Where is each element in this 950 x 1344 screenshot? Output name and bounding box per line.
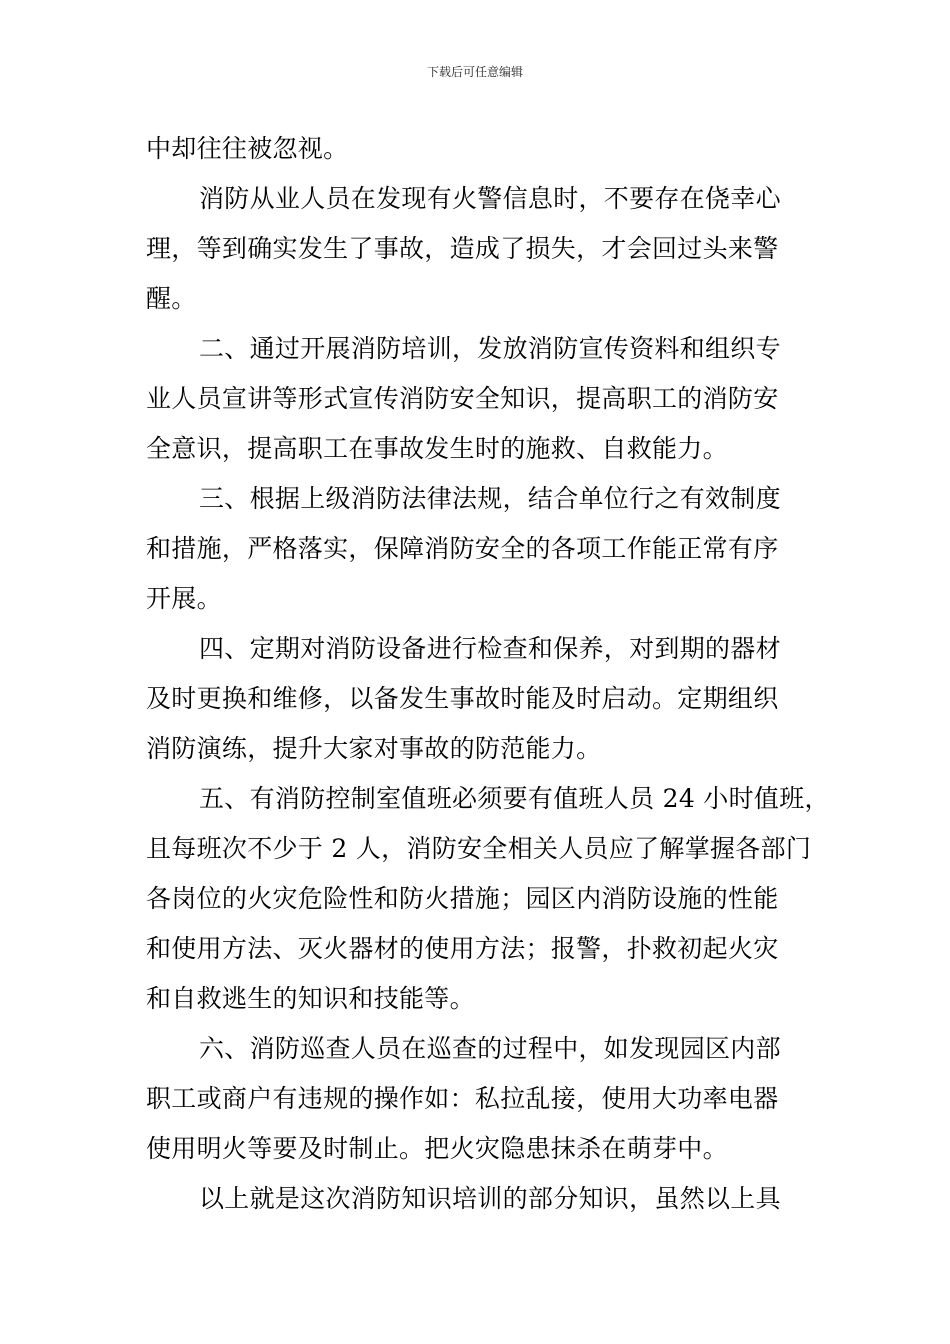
text-line: 五、有消防控制室值班必须要有值班人员 24 小时值班， [199,784,830,813]
text-line: 消防从业人员在发现有火警信息时，不要存在侥幸心 [199,184,781,213]
text-line: 开展。 [146,584,222,613]
text-line: 且每班次不少于 2 人，消防安全相关人员应了解掌握各部门 [146,834,812,863]
text-line: 三、根据上级消防法律法规，结合单位行之有效制度 [199,484,781,513]
text-line: 及时更换和维修，以备发生事故时能及时启动。定期组织 [146,684,779,713]
document-body [146,124,830,1224]
text-line: 六、消防巡查人员在巡查的过程中，如发现园区内部 [199,1034,781,1063]
text-line: 四、定期对消防设备进行检查和保养，对到期的器材 [199,634,781,663]
text-line: 业人员宣讲等形式宣传消防安全知识，提高职工的消防安 [146,384,779,413]
text-line: 使用明火等要及时制止。把火灾隐患抹杀在萌芽中。 [146,1134,728,1163]
text-line: 和自救逃生的知识和技能等。 [146,984,475,1013]
text-line: 职工或商户有违规的操作如：私拉乱接，使用大功率电器 [146,1084,779,1113]
text-line: 全意识，提高职工在事故发生时的施救、自救能力。 [146,434,728,463]
text-line: 各岗位的火灾危险性和防火措施；园区内消防设施的性能 [146,884,779,913]
text-line: 理，等到确实发生了事故，造成了损失，才会回过头来警 [146,234,779,263]
text-line: 以上就是这次消防知识培训的部分知识，虽然以上具 [199,1184,781,1213]
text-line: 二、通过开展消防培训，发放消防宣传资料和组织专 [199,334,781,363]
text-line: 消防演练，提升大家对事故的防范能力。 [146,734,602,763]
text-line: 醒。 [146,284,197,313]
text-line: 和使用方法、灭火器材的使用方法；报警，扑救初起火灾 [146,934,779,963]
text-line: 和措施，严格落实，保障消防安全的各项工作能正常有序 [146,534,779,563]
page-header: 下载后可任意编辑 [426,65,523,79]
text-line: 中却往往被忽视。 [146,134,349,163]
